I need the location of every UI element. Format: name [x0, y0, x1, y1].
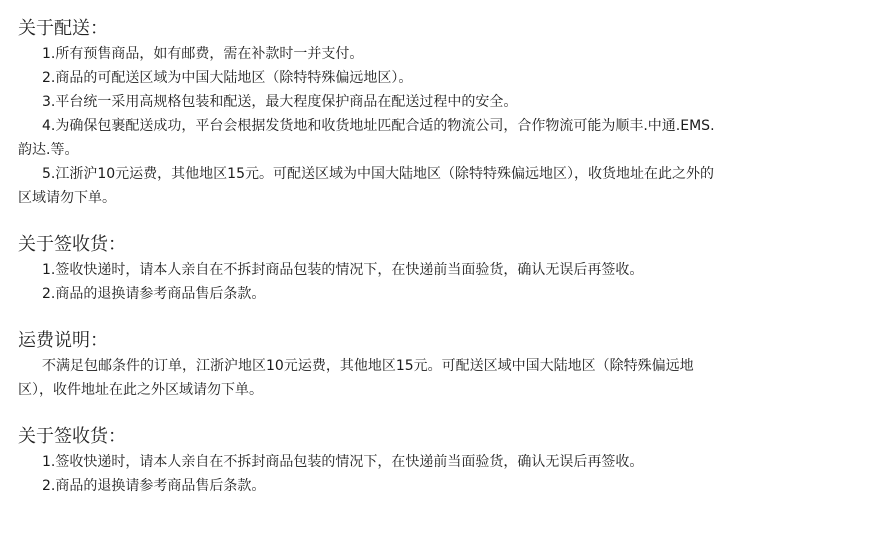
- shipping-fee-line-1: 不满足包邮条件的订单，江浙沪地区10元运费，其他地区15元。可配送区域中国大陆地区（除特殊偏远地: [42, 358, 694, 374]
- receipt-repeat-item-1: 1.签收快递时，请本人亲自在不拆封商品包装的情况下，在快递前当面验货，确认无误后再签收。: [42, 454, 644, 470]
- section-shipping-fee: [18, 328, 878, 402]
- section-delivery: [18, 16, 878, 210]
- section-receipt: [18, 232, 878, 306]
- delivery-item-5: 5.江浙沪10元运费，其他地区15元。可配送区域为中国大陆地区（除特特殊偏远地区），收货地址在此之外的: [42, 166, 714, 182]
- delivery-item-4-continued: 韵达.等。: [18, 142, 79, 158]
- delivery-item-4: 4.为确保包裹配送成功，平台会根据发货地和收货地址匹配合适的物流公司，合作物流可能为顺丰.中通.EMS.: [42, 118, 715, 134]
- receipt-item-2: 2.商品的退换请参考商品售后条款。: [42, 286, 266, 302]
- section-title-shipping-fee: 运费说明：: [18, 330, 108, 351]
- delivery-item-2: 2.商品的可配送区域为中国大陆地区（除特特殊偏远地区）。: [42, 70, 413, 86]
- section-title-receipt-repeat: 关于签收货：: [18, 426, 126, 447]
- section-title-delivery: 关于配送：: [18, 18, 108, 39]
- shipping-fee-line-2: 区），收件地址在此之外区域请勿下单。: [18, 382, 263, 398]
- section-receipt-repeat: [18, 424, 878, 498]
- receipt-item-1: 1.签收快递时，请本人亲自在不拆封商品包装的情况下，在快递前当面验货，确认无误后再签收。: [42, 262, 644, 278]
- section-title-receipt: 关于签收货：: [18, 234, 126, 255]
- delivery-item-5-continued: 区域请勿下单。: [18, 190, 116, 206]
- delivery-item-1: 1.所有预售商品，如有邮费，需在补款时一并支付。: [42, 46, 364, 62]
- delivery-item-3: 3.平台统一采用高规格包装和配送，最大程度保护商品在配送过程中的安全。: [42, 94, 518, 110]
- receipt-repeat-item-2: 2.商品的退换请参考商品售后条款。: [42, 478, 266, 494]
